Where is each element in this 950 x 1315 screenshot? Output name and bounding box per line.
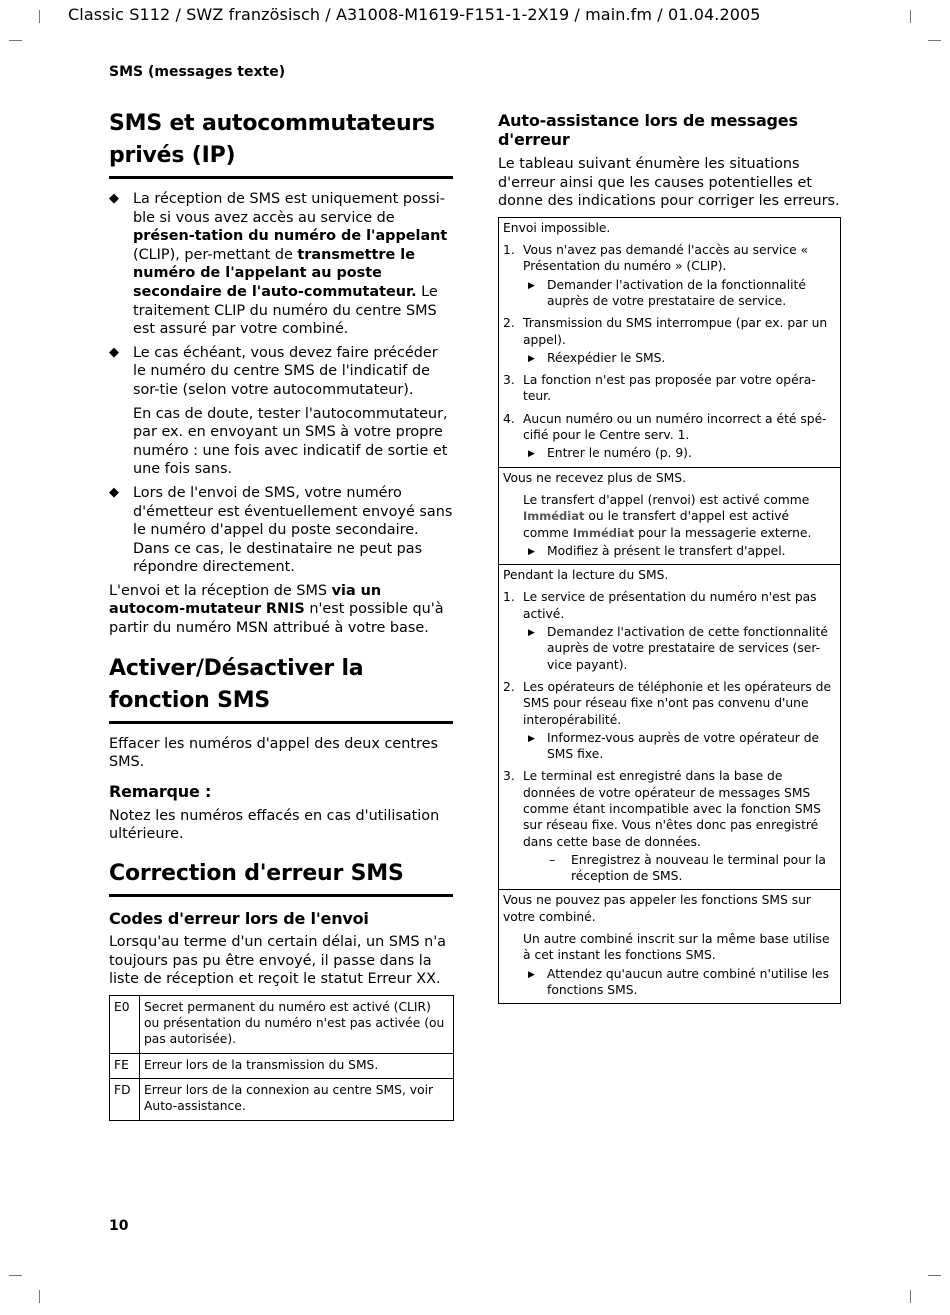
table-cell (499, 889, 840, 1003)
error-code: FD (110, 1079, 140, 1121)
note-heading: Remarque : (109, 781, 212, 801)
list-item: 3. La fonction n'est pas proposée par votre opéra-teur. (503, 373, 816, 404)
file-header: Classic S112 / SWZ französisch / A31008-M1619-F151-1-2X19 / main.fm / 01.04.2005 (68, 5, 761, 24)
error-codes-text: Lorsqu'au terme d'un certain délai, un SMS n'a toujours pas pu être envoyé, il passe dans la liste de réception et reçoit le statut Erreur XX. (109, 934, 446, 988)
table-row (110, 1079, 454, 1121)
display-text: Immédiat (572, 525, 635, 540)
action-item: ▶ Attendez qu'aucun autre combiné n'utilise les fonctions SMS. (528, 966, 829, 997)
toggle-sms-heading: Activer/Désactiver la fonction SMS (109, 653, 453, 724)
table-row (110, 1053, 454, 1078)
diamond-bullet-icon: ◆ (109, 191, 119, 206)
isdn-paragraph: L'envoi et la réception de SMS via un autocom-mutateur RNIS n'est possible qu'à partir du numéro MSN attribué à votre base. (109, 582, 444, 637)
error-code: FE (110, 1053, 140, 1078)
table-cell (499, 218, 840, 467)
diamond-bullet-icon: ◆ (109, 344, 119, 360)
list-item: 1. Vous n'avez pas demandé l'accès au service « Présentation du numéro » (CLIP). ▶ Demander l'activation de la fonctionnalité auprès de votre prestataire de service. (503, 242, 836, 309)
dash-icon: – (549, 852, 556, 867)
bullet-item: ◆ Lors de l'envoi de SMS, votre numéro d'émetteur est éventuellement envoyé sans le numéro d'appel du poste secondaire. Dans ce cas, le destinataire ne peut pas répondre directement. (109, 484, 453, 576)
display-text: Immédiat (523, 509, 585, 524)
list-item: 2. Transmission du SMS interrompue (par ex. par un appel). ▶ Réexpédier le SMS. (503, 315, 836, 366)
crop-mark (910, 1290, 911, 1303)
arrow-right-icon: ▶ (528, 280, 535, 291)
crop-mark (928, 40, 941, 41)
action-item: ▶ Réexpédier le SMS. (523, 350, 836, 366)
action-item: ▶ Demander l'activation de la fonctionnalité auprès de votre prestataire de service. (528, 277, 806, 308)
error-description: Secret permanent du numéro est activé (CLIR) ou présentation du numéro n'est pas activée (ou pas autorisée). (140, 995, 454, 1053)
arrow-right-icon: ▶ (528, 969, 535, 980)
arrow-right-icon: ▶ (528, 628, 535, 639)
cell-heading: Vous ne recevez plus de SMS. (503, 470, 686, 485)
arrow-right-icon: ▶ (528, 353, 535, 364)
cell-text: Le transfert d'appel (renvoi) est activé comme Immédiat ou le transfert d'appel est activé comme Immédiat pour la messagerie externe. (523, 492, 812, 540)
list-item: 4. Aucun numéro ou un numéro incorrect a été spé-cifié pour le Centre serv. 1. ▶ Entrer le numéro (p. 9). (503, 411, 836, 462)
table-cell (499, 564, 840, 889)
right-column (498, 111, 841, 1004)
action-item: ▶ Informez-vous auprès de votre opérateur de SMS fixe. (528, 730, 820, 762)
error-codes-table (109, 995, 454, 1121)
action-item: ▶ Demandez l'activation de cette fonctionnalité auprès de votre prestataire de services (ser-vice payant). (528, 625, 828, 672)
cell-heading: Pendant la lecture du SMS. (503, 568, 669, 583)
action-item: – Enregistrez à nouveau le terminal pour la réception de SMS. (549, 852, 826, 884)
self-help-heading: Auto-assistance lors de messages d'erreur (498, 111, 798, 149)
arrow-right-icon: ▶ (528, 733, 535, 744)
error-description: Erreur lors de la connexion au centre SMS, voir Auto-assistance. (140, 1079, 454, 1121)
table-cell (499, 467, 840, 564)
arrow-right-icon: ▶ (528, 449, 535, 460)
error-codes-heading: Codes d'erreur lors de l'envoi (109, 909, 369, 929)
cell-heading: Vous ne pouvez pas appeler les fonctions SMS sur votre combiné. (503, 893, 811, 924)
bullet-continuation: En cas de doute, tester l'autocommutateur, par ex. en envoyant un SMS à votre propre numéro : une fois avec indicatif de sortie et une fois sans. (133, 405, 448, 478)
crop-mark (39, 10, 40, 23)
crop-mark (9, 1275, 22, 1276)
diamond-bullet-icon: ◆ (109, 484, 119, 500)
action-item: ▶ Modifiez à présent le transfert d'appel. (523, 543, 836, 559)
arrow-right-icon: ▶ (528, 546, 535, 557)
bullet-item: ◆ La réception de SMS est uniquement possi-ble si vous avez accès au service de présen-tation du numéro de l'appelant (CLIP), per-mettant de transmettre le numéro de l'appelant au poste secondaire de l'auto-commutateur. Le traitement CLIP du numéro du centre SMS est assuré par votre combiné. (109, 191, 448, 338)
crop-mark (39, 1290, 40, 1303)
crop-mark (910, 10, 911, 23)
crop-mark (9, 40, 22, 41)
left-column (109, 108, 453, 1121)
crop-mark (928, 1275, 941, 1276)
list-item: 2. Les opérateurs de téléphonie et les opérateurs de SMS pour réseau fixe n'ont pas convenu d'une interopérabilité. ▶ Informez-vous auprès de votre opérateur de SMS fixe. (503, 679, 836, 762)
list-item: 1. Le service de présentation du numéro n'est pas activé. ▶ Demandez l'activation de cette fonctionnalité auprès de votre prestataire de services (ser-vice payant). (503, 589, 836, 672)
table-row (110, 995, 454, 1053)
error-description: Erreur lors de la transmission du SMS. (140, 1053, 454, 1078)
pbx-heading: SMS et autocommutateurs privés (IP) (109, 108, 453, 179)
self-help-table (498, 217, 841, 1004)
note-text: Notez les numéros effacés en cas d'utilisation ultérieure. (109, 807, 440, 843)
cell-heading: Envoi impossible. (503, 220, 611, 235)
running-section-label: SMS (messages texte) (109, 64, 286, 80)
page-number: 10 (109, 1218, 129, 1234)
list-item: 3. Le terminal est enregistré dans la base de données de votre opérateur de messages SMS comme étant incompatible avec la fonction SMS sur réseau fixe. Vous n'êtes donc pas enregistré dans cette base de données. – Enregistrez à nouveau le terminal pour la réception de SMS. (503, 768, 836, 884)
toggle-sms-text: Effacer les numéros d'appel des deux centres SMS. (109, 735, 438, 771)
self-help-intro: Le tableau suivant énumère les situations d'erreur ainsi que les causes potentielles et donne des indications pour corriger les erreurs. (498, 156, 840, 210)
cell-text: Un autre combiné inscrit sur la même base utilise à cet instant les fonctions SMS. (523, 932, 830, 963)
action-item: ▶ Entrer le numéro (p. 9). (523, 445, 836, 461)
error-correction-heading: Correction d'erreur SMS (109, 858, 453, 897)
error-code: E0 (110, 995, 140, 1053)
bullet-item: ◆ Le cas échéant, vous devez faire précéder le numéro du centre SMS de l'indicatif de sor-tie (selon votre autocommutateur). En cas de doute, tester l'autocommutateur, par ex. en envoyant un SMS à votre propre numéro : une fois avec indicatif de sortie et une fois sans. (109, 344, 453, 479)
